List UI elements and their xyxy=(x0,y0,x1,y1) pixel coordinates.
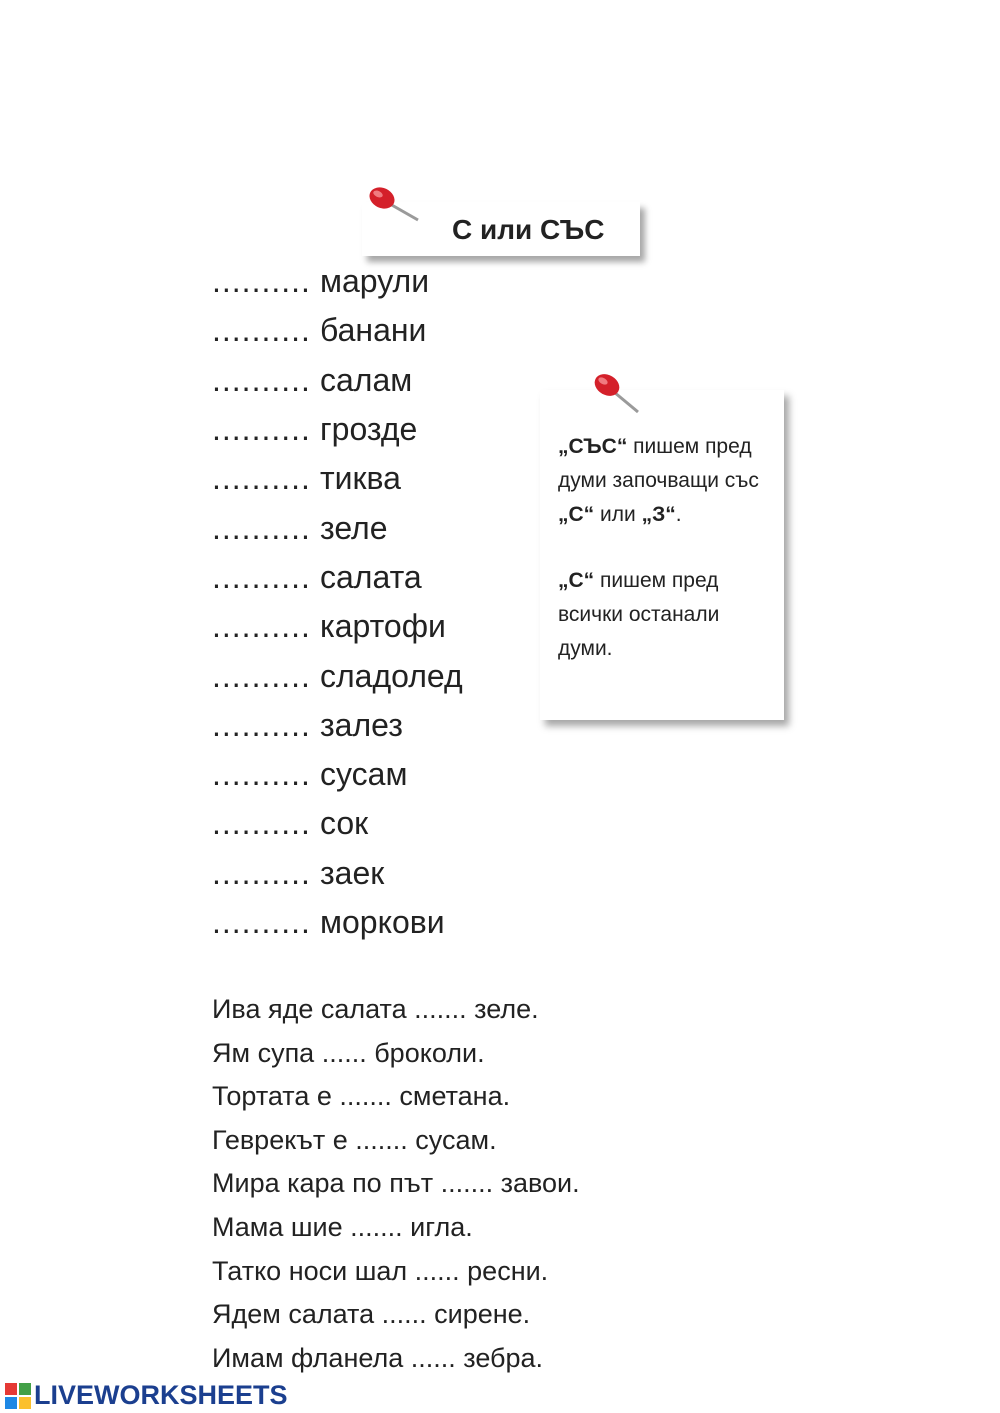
word-row xyxy=(212,799,463,848)
blank-dots[interactable]: .......... xyxy=(212,460,311,497)
word-row xyxy=(212,503,463,552)
blank-dots[interactable]: .......... xyxy=(212,263,311,300)
word-text: заек xyxy=(320,854,385,891)
word-list xyxy=(212,257,463,947)
blank-dots[interactable]: .......... xyxy=(212,904,311,940)
blank-dots[interactable]: .......... xyxy=(212,312,311,349)
blank-dots[interactable]: .......... xyxy=(212,608,311,645)
word-text: банани xyxy=(320,312,427,349)
word-text: сок xyxy=(320,805,369,842)
word-row xyxy=(212,405,463,454)
word-text: тиква xyxy=(320,460,401,497)
sentence: Татко носи шал ...... ресни. xyxy=(212,1255,549,1286)
blank-dots[interactable]: .......... xyxy=(212,756,311,793)
blank-dots[interactable]: .......... xyxy=(212,657,311,694)
blank-dots[interactable]: .......... xyxy=(212,361,311,398)
sentence-list xyxy=(212,988,580,1380)
word-row xyxy=(212,750,463,799)
sentence: Геврекът е ....... сусам. xyxy=(212,1124,497,1155)
sentence: Ям супа ...... броколи. xyxy=(212,1037,485,1068)
blank-dots[interactable]: .......... xyxy=(212,854,311,891)
word-row xyxy=(212,553,463,602)
word-row xyxy=(212,651,463,700)
blank-dots[interactable]: .......... xyxy=(212,411,311,448)
word-row xyxy=(212,306,463,355)
blank-dots[interactable]: .......... xyxy=(212,805,311,842)
word-row xyxy=(212,257,463,306)
word-text: сусам xyxy=(320,756,408,793)
blank-dots[interactable]: .......... xyxy=(212,558,311,595)
logo-text: LIVEWORKSHEETS xyxy=(34,1380,288,1410)
rule1-text: пишем пред думи започващи със xyxy=(558,435,759,492)
word-row xyxy=(212,454,463,503)
rule1-letter2: „З“ xyxy=(641,503,676,526)
worksheet-title: С или СЪС xyxy=(452,214,605,245)
sentence: Мама шие ....... игла. xyxy=(212,1211,473,1242)
rule-card xyxy=(540,390,784,720)
word-text: салам xyxy=(320,361,413,398)
blank-dots[interactable]: .......... xyxy=(212,706,311,743)
word-text: зеле xyxy=(320,509,388,546)
word-text: моркови xyxy=(320,904,445,940)
sentence: Имам фланела ...... зебра. xyxy=(212,1342,544,1373)
sentence: Ядем салата ...... сирене. xyxy=(212,1299,531,1330)
sentence: Мира кара по път ....... завои. xyxy=(212,1168,580,1199)
word-row xyxy=(212,701,463,750)
sentence: Ива яде салата ....... зеле. xyxy=(212,994,539,1024)
rule2-text: пишем пред всички останали думи. xyxy=(558,569,720,660)
pushpin-icon xyxy=(364,182,424,226)
word-row xyxy=(212,898,463,947)
word-row xyxy=(212,602,463,651)
logo-icon xyxy=(4,1382,32,1410)
rule1-end: . xyxy=(675,503,682,526)
liveworksheets-logo xyxy=(4,1380,288,1411)
word-text: грозде xyxy=(320,411,418,448)
rule-1 xyxy=(558,430,778,532)
pushpin-icon xyxy=(590,368,650,416)
sentence: Тортата е ....... сметана. xyxy=(212,1081,511,1112)
rule-2 xyxy=(558,564,778,666)
rule-text xyxy=(558,430,778,666)
blank-dots[interactable]: .......... xyxy=(212,509,311,546)
word-text: картофи xyxy=(320,608,446,645)
rule1-or: или xyxy=(594,503,642,526)
rule1-letter1: „С“ xyxy=(558,503,595,526)
word-text: залез xyxy=(320,706,403,743)
word-row xyxy=(212,356,463,405)
rule1-term: „СЪС“ xyxy=(558,435,628,458)
word-text: сладолед xyxy=(320,657,463,694)
word-text: салата xyxy=(320,558,422,595)
word-text: марули xyxy=(320,263,430,300)
word-row xyxy=(212,849,463,898)
rule2-term: „С“ xyxy=(558,569,595,592)
